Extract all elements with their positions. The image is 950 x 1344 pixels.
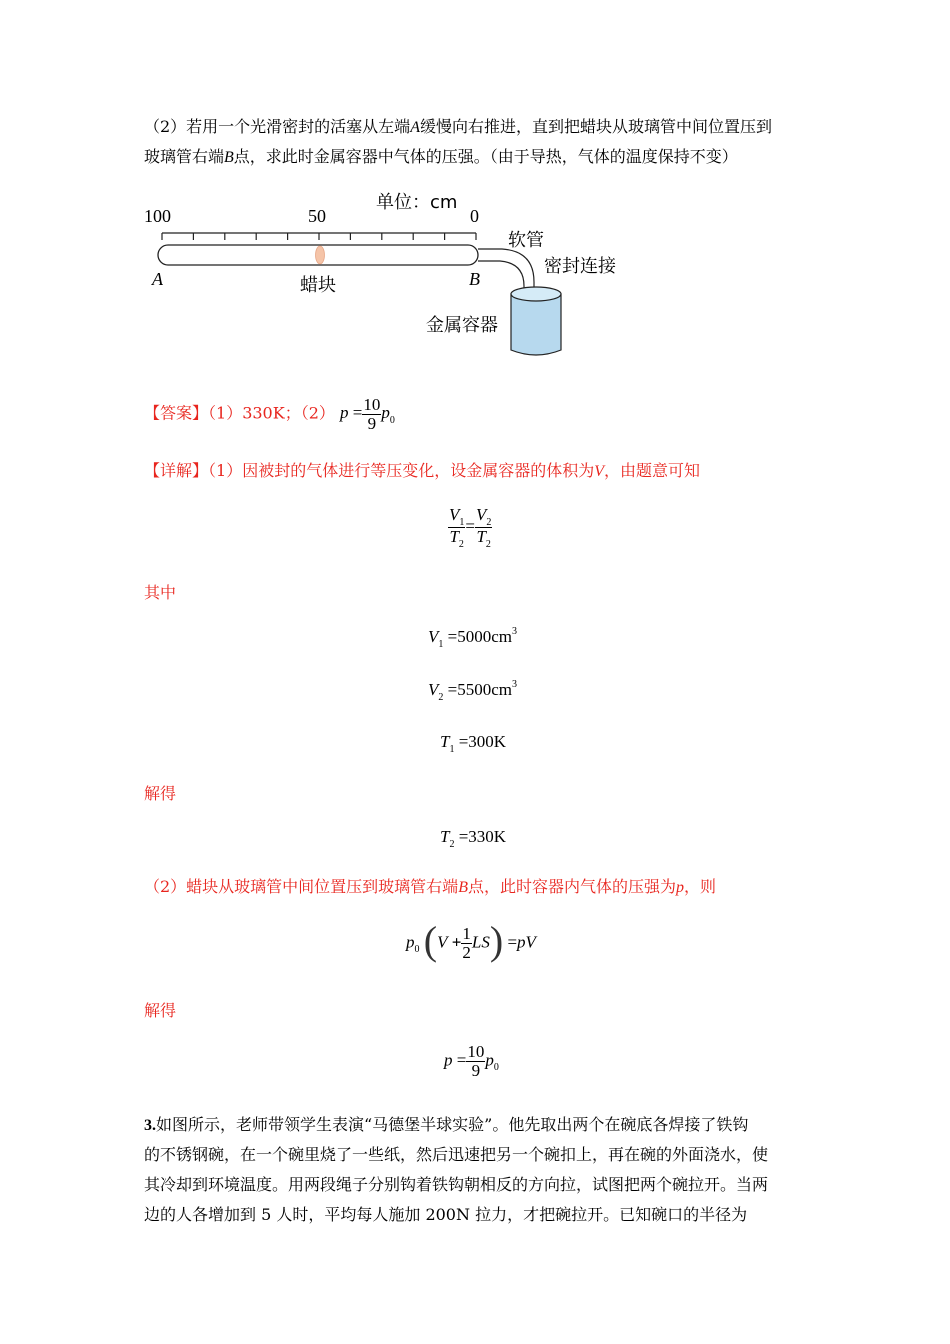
boyle-equation: $p_0$ (V + $\frac{1}{2}$ LS) =pV: [406, 918, 536, 963]
scale-100-label: 100: [144, 206, 171, 226]
seal-label: 密封连接: [544, 256, 616, 277]
detail-intro: 【详解】（1）因被封的气体进行等压变化，设金属容器的体积为V，由题意可知: [144, 461, 700, 480]
question3-line2: 的不锈钢碗，在一个碗里烧了一些纸，然后迅速把另一个碗扣上，再在碗的外面浇水，使: [144, 1145, 769, 1164]
point-a-label: A: [152, 269, 163, 289]
question3-line4: 边的人各增加到 5 人时，平均每人施加 200N 拉力，才把碗拉开。已知碗口的半径为: [144, 1205, 748, 1224]
wax-label: 蜡块: [300, 275, 336, 296]
scale-0-label: 0: [470, 206, 479, 226]
solve-label-2: 解得: [144, 1001, 177, 1020]
glass-tube-diagram: [140, 190, 640, 370]
question3-line3: 其冷却到环境温度。用两段绳子分别钩着铁钩朝相反的方向拉，试图把两个碗拉开。当两: [144, 1175, 769, 1194]
answer-formula: p = $\frac{10}{9}$ $p_0$: [339, 395, 395, 433]
ratio-equation: $\frac{V_1}{T_2}$ = $\frac{V_2}{T_2}$: [449, 505, 492, 550]
v2-equation: $V_2 =5500cm^3$: [428, 679, 517, 703]
solve-label-1: 解得: [144, 784, 177, 803]
wax-block: [316, 246, 325, 264]
unit-label: 单位：cm: [376, 192, 458, 213]
t2-equation: $T_2 =330K$: [440, 827, 507, 850]
where-label: 其中: [144, 583, 177, 602]
scale-50-label: 50: [308, 206, 326, 226]
hose-label: 软管: [508, 230, 544, 251]
question2-line2: 玻璃管右端B点，求此时金属容器中气体的压强。（由于导热，气体的温度保持不变）: [144, 147, 738, 166]
metal-container-body: [511, 294, 561, 355]
question2-line1: （2）若用一个光滑密封的活塞从左端A缓慢向右推进，直到把蜡块从玻璃管中间位置压到: [144, 117, 772, 136]
detail-part2: （2）蜡块从玻璃管中间位置压到玻璃管右端B点，此时容器内气体的压强为p，则: [144, 877, 716, 896]
t1-equation: $T_1 =300K$: [440, 732, 507, 755]
point-b-label: B: [469, 269, 480, 289]
question3-line1: 3.如图所示，老师带领学生表演“马德堡半球实验”。他先取出两个在碗底各焊接了铁钩: [144, 1115, 749, 1134]
v1-equation: $V_1 =5000cm^3$: [428, 626, 517, 650]
answer-line: 【答案】（1）330K；（2） p = $\frac{10}{9}$ $p_0$: [144, 395, 395, 433]
final-equation: p = $\frac{10}{9}$ $p_0$: [444, 1042, 499, 1080]
container-label: 金属容器: [426, 315, 498, 336]
scale-ticks: [162, 233, 476, 240]
metal-container-top: [511, 287, 561, 301]
